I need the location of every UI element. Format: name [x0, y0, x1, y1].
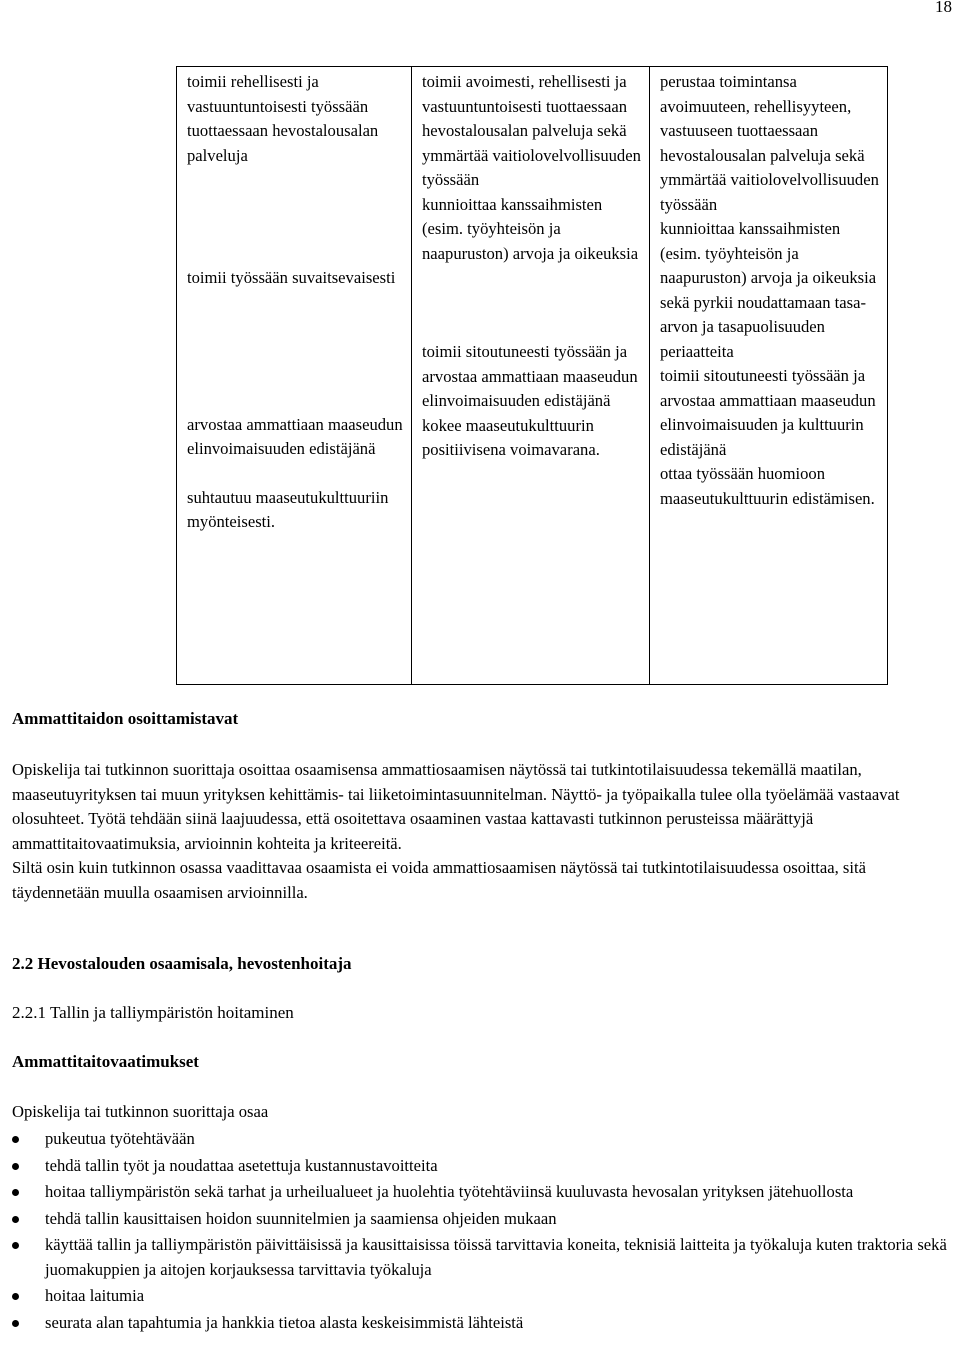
- bullet-icon: [12, 1242, 19, 1249]
- criteria-item: perustaa toimintansa avoimuuteen, rehellisyyteen, vastuuseen tuottaessaan hevostalousalan palveluja sekä ymmärtää vaitiolovelvollisuuden työssään: [660, 72, 879, 214]
- section-title: 2.2 Hevostalouden osaamisala, hevostenhoitaja: [12, 954, 352, 973]
- requirements-intro: Opiskelija tai tutkinnon suorittaja osaa: [12, 1102, 269, 1121]
- criteria-item: kunnioittaa kanssaihmisten (esim. työyhteisön ja naapuruston) arvoja ja oikeuksia sekä pyrkii noudattamaan tasa-arvon ja tasapuolisuuden periaatteita: [660, 219, 877, 361]
- bullet-icon: [12, 1136, 19, 1143]
- list-item: [12, 1207, 947, 1232]
- criteria-item: ottaa työssään huomioon maaseutukulttuurin edistämisen.: [660, 464, 875, 508]
- list-item: [12, 1284, 947, 1309]
- bullet-icon: [12, 1293, 19, 1300]
- criteria-cell-level3: [650, 67, 888, 685]
- criteria-item: toimii avoimesti, rehellisesti ja vastuuntuntoisesti tuottaessaan hevostalousalan palveluja sekä ymmärtää vaitiolovelvollisuuden työssään: [422, 72, 641, 189]
- list-item: [12, 1180, 947, 1205]
- list-item-text: käyttää tallin ja talliympäristön päivittäisissä ja kausittaisissa töissä tarvittavia koneita, teknisiä laitteita ja työkaluja kuten traktoria sekä juomakuppien ja aitojen korjauksessa tarvittavia työkaluja: [45, 1235, 947, 1279]
- list-item: [12, 1311, 947, 1336]
- bullet-icon: [12, 1163, 19, 1170]
- page-number: 18: [935, 0, 952, 16]
- list-item-text: hoitaa talliympäristön sekä tarhat ja urheilualueet ja huolehtia työtehtäviinsä kuuluvasta hevosalan yrityksen jätehuollosta: [45, 1182, 854, 1201]
- bullet-icon: [12, 1216, 19, 1223]
- criteria-item: toimii rehellisesti ja vastuuntuntoisesti työssään tuottaessaan hevostalousalan palveluja: [187, 72, 379, 165]
- criteria-item: kokee maaseutukulttuurin positiivisena voimavarana.: [422, 415, 600, 459]
- list-item: [12, 1127, 947, 1152]
- list-item-text: hoitaa laitumia: [45, 1286, 145, 1305]
- criteria-item: toimii työssään suvaitsevaisesti: [187, 268, 396, 287]
- demonstration-heading: Ammattitaidon osoittamistavat: [12, 709, 239, 728]
- subsection-title: 2.2.1 Tallin ja talliympäristön hoitaminen: [12, 1003, 294, 1022]
- bullet-icon: [12, 1320, 19, 1327]
- bullet-icon: [12, 1189, 19, 1196]
- table-row: [177, 67, 888, 685]
- list-item-text: pukeutua työtehtävään: [45, 1129, 195, 1148]
- assessment-criteria-table: [176, 66, 888, 685]
- demonstration-paragraph: Opiskelija tai tutkinnon suorittaja osoittaa osaamisensa ammattiosaamisen näytössä tai tutkintotilaisuudessa tekemällä maatilan, maaseutuyrityksen tai muun yrityksen kehittämis- tai liiketoimintasuunnitelman. Näyttö- ja työpaikalla tulee olla työelämää vastaavat olosuhteet. Työtä tehdään siinä laajuudessa, että osoitettava osaaminen vastaa kattavasti tutkinnon perusteissa määrättyjä ammattitaitovaatimuksia, arvioinnin kohteita ja kriteereitä.: [12, 760, 900, 853]
- demonstration-paragraph: Siltä osin kuin tutkinnon osassa vaadittavaa osaamista ei voida ammattiosaamisen näytössä tai tutkintotilaisuudessa osoittaa, sitä täydennetään muulla osaamisen arvioinnilla.: [12, 858, 866, 902]
- requirements-list: [12, 1127, 947, 1337]
- criteria-item: arvostaa ammattiaan maaseudun elinvoimaisuuden edistäjänä: [187, 414, 403, 458]
- list-item: [12, 1154, 947, 1179]
- criteria-item: toimii sitoutuneesti työssään ja arvostaa ammattiaan maaseudun elinvoimaisuuden edistäjänä: [422, 342, 638, 410]
- list-item-text: seurata alan tapahtumia ja hankkia tietoa alasta keskeisimmistä lähteistä: [45, 1312, 524, 1332]
- criteria-item: toimii sitoutuneesti työssään ja arvostaa ammattiaan maaseudun elinvoimaisuuden ja kulttuurin edistäjänä: [660, 366, 876, 459]
- requirements-heading: Ammattitaitovaatimukset: [12, 1052, 199, 1071]
- list-item-text: tehdä tallin kausittaisen hoidon suunnitelmien ja saamiensa ohjeiden mukaan: [45, 1208, 557, 1228]
- criteria-cell-level2: [412, 67, 650, 685]
- list-item: [12, 1233, 947, 1282]
- criteria-cell-level1: [177, 67, 412, 685]
- list-item-text: tehdä tallin työt ja noudattaa asetettuja kustannustavoitteita: [45, 1155, 438, 1175]
- criteria-item: kunnioittaa kanssaihmisten (esim. työyhteisön ja naapuruston) arvoja ja oikeuksia: [422, 194, 639, 263]
- criteria-item: suhtautuu maaseutukulttuuriin myönteisesti.: [187, 487, 389, 531]
